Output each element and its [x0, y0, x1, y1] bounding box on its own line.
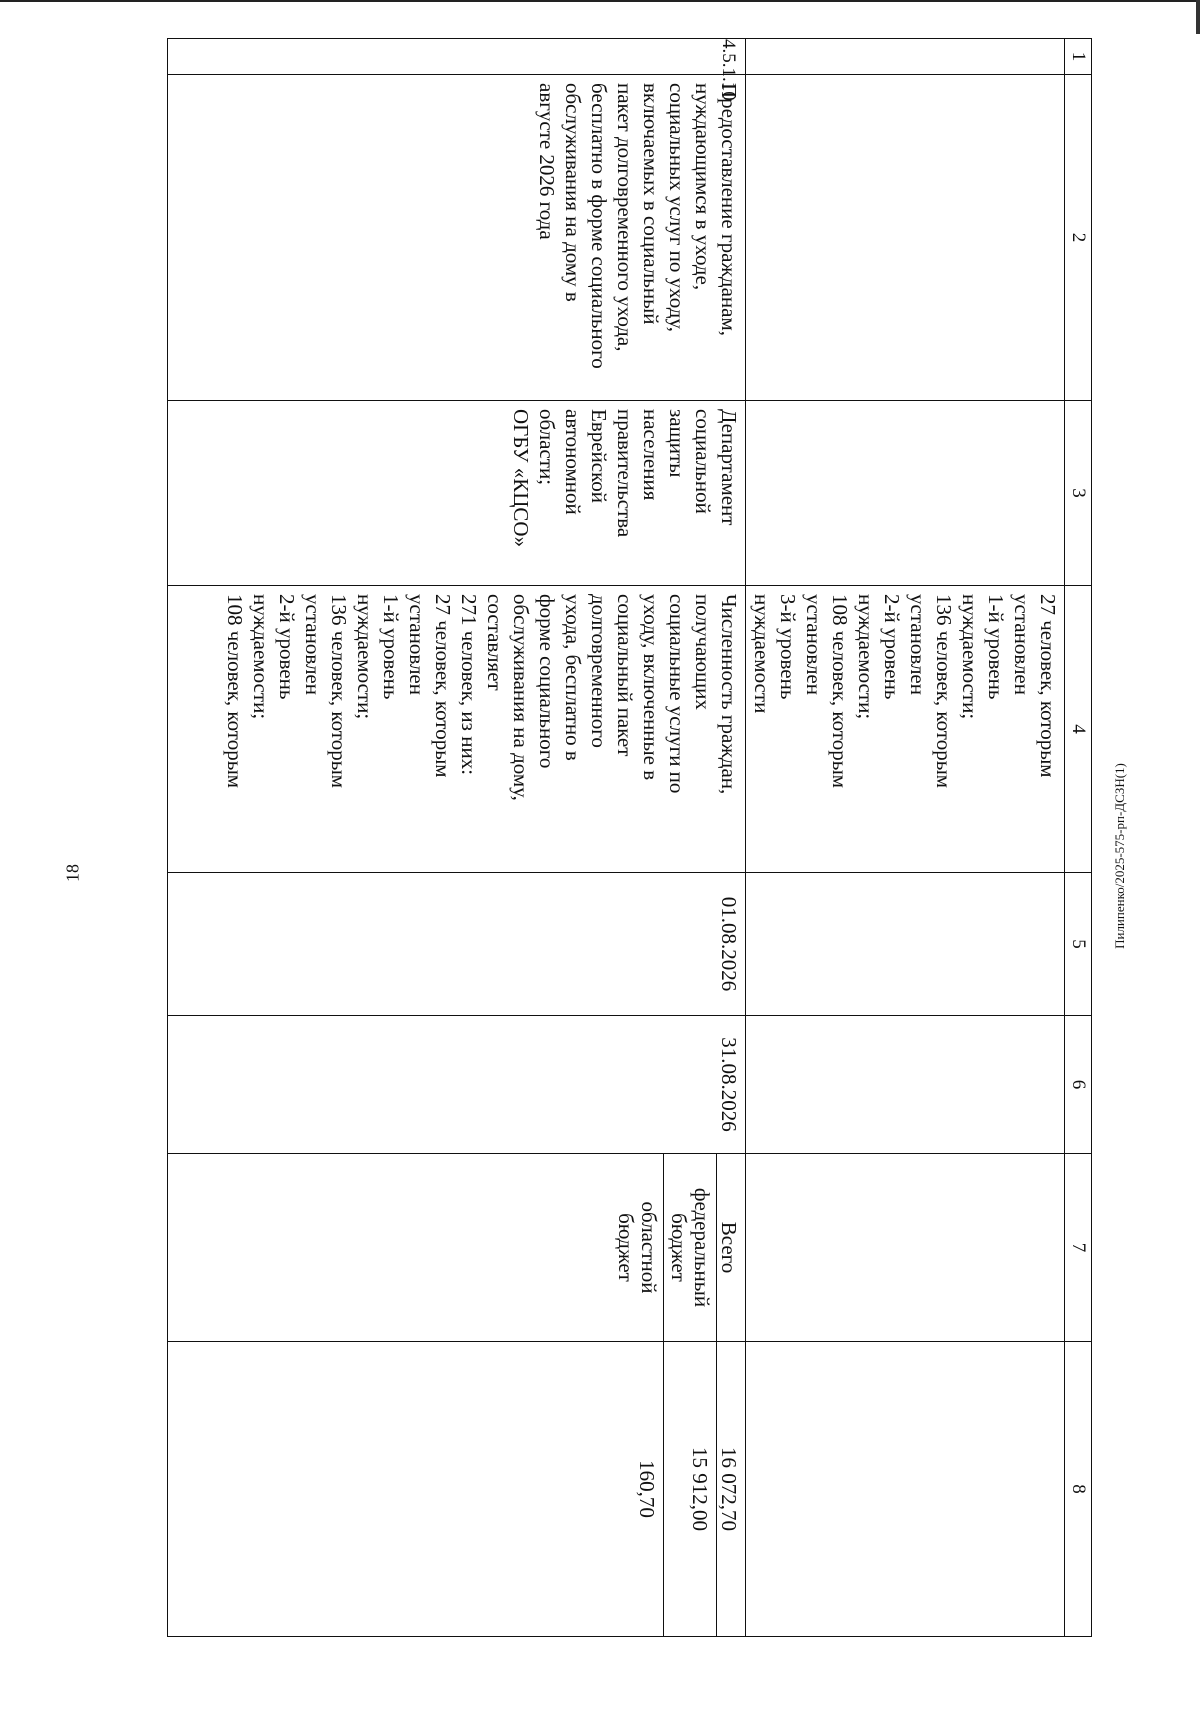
column-number: 2 — [1065, 75, 1092, 401]
page-number: 18 — [62, 864, 83, 882]
funding-source: Всего — [717, 1221, 741, 1274]
end-date: 31.08.2026 — [168, 1016, 746, 1154]
column-number: 4 — [1065, 586, 1092, 873]
scan-border-top — [0, 0, 1200, 2]
indicator: Численность граждан, получающих социальные услуги по уходу, включенные в социальный пакет долговременного ухода, бесплатно в форме социального обслуживания на дому, составляет 271 человек, из них: 27 человек, которым установлен 1-й уровень нуждаемости; 136 человек, которым установлен 2-й уровень нуждаемости; 108 человек, которым — [168, 586, 746, 873]
funding-source: областной бюджет — [168, 1154, 664, 1341]
measures-table — [167, 38, 1092, 1637]
column-number: 1 — [1065, 39, 1092, 75]
rotated-table-container — [167, 38, 1092, 1636]
column-number: 3 — [1065, 401, 1092, 586]
continuation-row — [746, 39, 1065, 1637]
funding-source: федеральный бюджет — [664, 1154, 717, 1341]
table-row — [168, 39, 746, 1637]
column-number-row — [1065, 39, 1092, 1637]
start-date: 01.08.2026 — [168, 873, 746, 1016]
measure-name: Предоставление гражданам, нуждающимся в уходе, социальных услуг по уходу, включаемых в социальный пакет долговременного ухода, бесплатно в форме социального обслуживания на дому в августе 2026 года — [168, 75, 746, 401]
column-number: 6 — [1065, 1016, 1092, 1154]
funding-amount-cell — [168, 1342, 746, 1637]
column-number: 7 — [1065, 1154, 1092, 1342]
funding-amount: 16 072,70 — [717, 1447, 741, 1531]
continuation-indicator-text: 27 человек, которым установлен 1-й уровень нуждаемости; 136 человек, которым установлен 2-й уровень нуждаемости; 108 человек, которым установлен 3-й уровень нуждаемости — [746, 586, 1065, 873]
column-number: 8 — [1065, 1342, 1092, 1637]
footer-document-code: Пилипенко/2025-575-рп-ДСЗН(1) — [1112, 763, 1127, 949]
funding-amount: 15 912,00 — [664, 1342, 717, 1636]
column-number: 5 — [1065, 873, 1092, 1016]
funding-amount: 160,70 — [168, 1342, 664, 1636]
executor: Департамент социальной защиты населения правительства Еврейской автономной области; ОГБУ «КЦСО» — [168, 401, 746, 586]
row-number: 4.5.1.10 — [168, 39, 746, 75]
scan-border-right — [1196, 0, 1200, 34]
funding-source-cell — [168, 1154, 746, 1342]
